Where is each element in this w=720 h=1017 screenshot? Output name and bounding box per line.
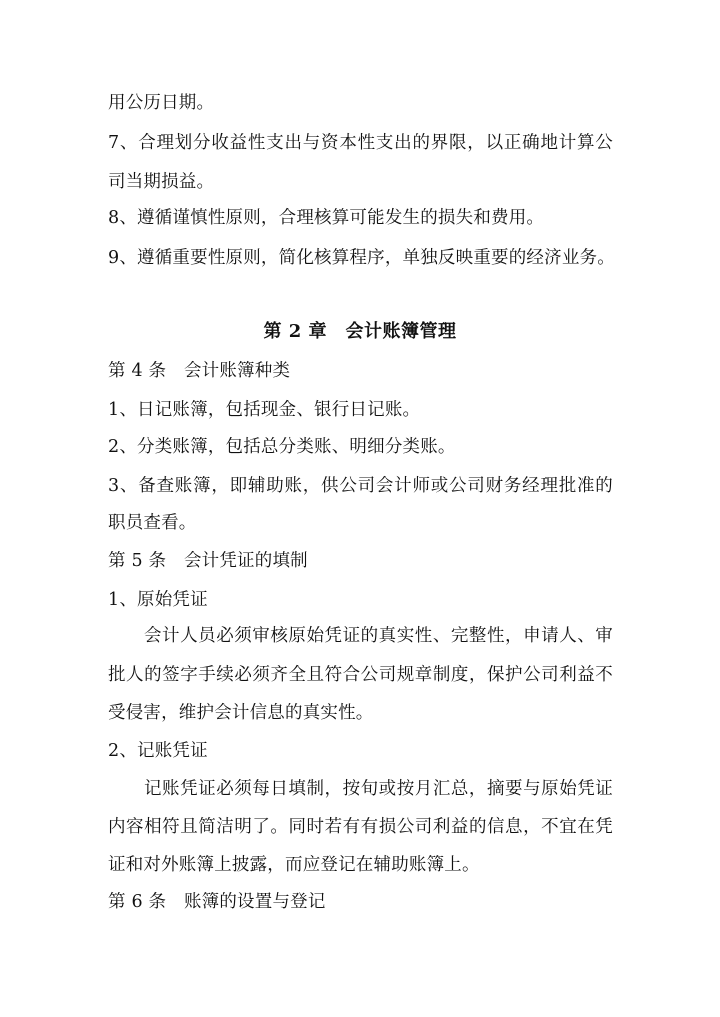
- paragraph-line: 记账凭证必须每日填制，按旬或按月汇总，摘要与原始凭证: [144, 779, 613, 799]
- section-title: 第 4 条 会计账簿种类: [108, 361, 291, 381]
- paragraph-line: 批人的签字手续必须齐全且符合公司规章制度，保护公司利益不: [108, 665, 613, 685]
- subsection-title: 1、原始凭证: [108, 590, 208, 610]
- subsection-title: 2、记账凭证: [108, 741, 208, 761]
- text-line: 3、备查账簿，即辅助账，供公司会计师或公司财务经理批准的: [108, 476, 613, 496]
- section-title: 第 5 条 会计凭证的填制: [108, 551, 308, 571]
- text-line: 7、合理划分收益性支出与资本性支出的界限，以正确地计算公: [108, 133, 613, 153]
- text-line: 司当期损益。: [108, 172, 215, 192]
- text-line: 1、日记账簿，包括现金、银行日记账。: [108, 400, 421, 420]
- paragraph-line: 会计人员必须审核原始凭证的真实性、完整性，申请人、审: [144, 626, 613, 646]
- text-line: 用公历日期。: [108, 93, 215, 113]
- paragraph-line: 内容相符且简洁明了。同时若有有损公司利益的信息，不宜在凭: [108, 817, 613, 837]
- paragraph-line: 受侵害，维护会计信息的真实性。: [108, 703, 374, 723]
- text-line: 9、遵循重要性原则，简化核算程序，单独反映重要的经济业务。: [108, 248, 615, 268]
- section-title: 第 6 条 账簿的设置与登记: [108, 892, 326, 912]
- text-line: 8、遵循谨慎性原则，合理核算可能发生的损失和费用。: [108, 208, 545, 228]
- text-line: 职员查看。: [108, 513, 197, 533]
- text-line: 2、分类账簿，包括总分类账、明细分类账。: [108, 437, 456, 457]
- chapter-heading: 第 2 章 会计账簿管理: [263, 321, 457, 342]
- paragraph-line: 证和对外账簿上披露，而应登记在辅助账簿上。: [108, 855, 480, 875]
